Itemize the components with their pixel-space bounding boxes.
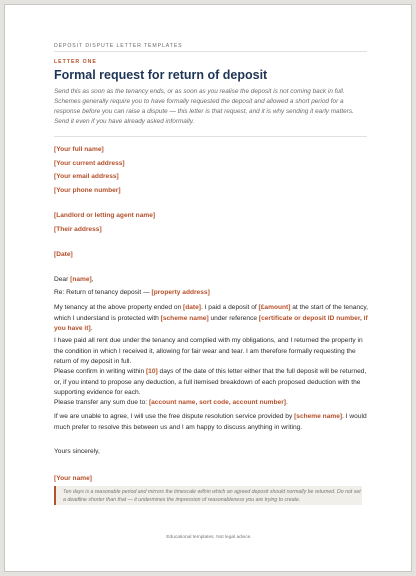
subject-line: Re: Return of tenancy deposit — [property address] — [54, 289, 210, 296]
recipient-address-field: [Their address] — [54, 225, 102, 233]
closing: Yours sincerely, — [54, 448, 100, 455]
property-address-placeholder: [property address] — [151, 289, 210, 296]
footer-disclaimer: Educational templates. Not legal advice. — [166, 535, 252, 540]
guidance-note: Ten days is a reasonable period and mirrors the timescale within which an agreed deposit should normally be returned. Do not set a deadline shorter than that — it undermines the impression of reasonableness you are trying to create. — [54, 486, 362, 505]
date-field: [Date] — [54, 251, 73, 258]
sender-email-field: [Your email address] — [54, 173, 119, 180]
recipient-name-field: [Landlord or letting agent name] — [54, 212, 156, 219]
letter-page — [4, 4, 412, 572]
paragraph-obligations: I have paid all rent due under the tenancy and complied with my obligations, and I returned the property in the condition in which I received it, allowing for fair wear and tear. I am therefore formally requesting the return of my deposit in full. — [54, 337, 363, 365]
sender-address-field: [Your current address] — [54, 159, 125, 167]
salutation: Dear [name], — [54, 276, 94, 283]
sender-name-field: [Your full name] — [54, 146, 104, 153]
template-series-label: DEPOSIT DISPUTE LETTER TEMPLATES — [54, 43, 183, 49]
letter-number-label: LETTER ONE — [54, 59, 97, 65]
intro-text: Send this as soon as the tenancy ends, or as soon as you realise the deposit is not coming back in full. Schemes generally require you to have formally requested the deposit and allowed a short period for a response before you can raise a dispute — this letter is that request, and it is why sending it early matters. Send it even if you have already asked informally. — [54, 88, 354, 125]
divider — [54, 51, 367, 52]
paragraph-tenancy-details: My tenancy at the above property ended on [date]. I paid a deposit of [£amount] at the start of the tenancy, which I understand is protected with [scheme name] under reference [certificate or deposit ID number, if you have it]. — [54, 304, 369, 332]
page-title: Formal request for return of deposit — [54, 68, 268, 82]
paragraph-dispute: If we are unable to agree, I will use the free dispute resolution service provided by [scheme name]. I would much prefer to resolve this between us and I am happy to discuss anything in writing. — [54, 413, 367, 431]
recipient-name-placeholder: [name] — [70, 276, 92, 283]
sender-phone-field: [Your phone number] — [54, 186, 121, 194]
paragraph-payment: Please transfer any sum due to: [account name, sort code, account number]. — [54, 399, 288, 406]
paragraph-deadline: Please confirm in writing within [10] days of the date of this letter either that the full deposit will be returned, or, if you intend to propose any deduction, a full itemised breakdown of each proposed deduction with the supporting evidence for each. — [54, 368, 367, 396]
divider — [54, 136, 367, 137]
signature-field: [Your name] — [54, 475, 92, 482]
